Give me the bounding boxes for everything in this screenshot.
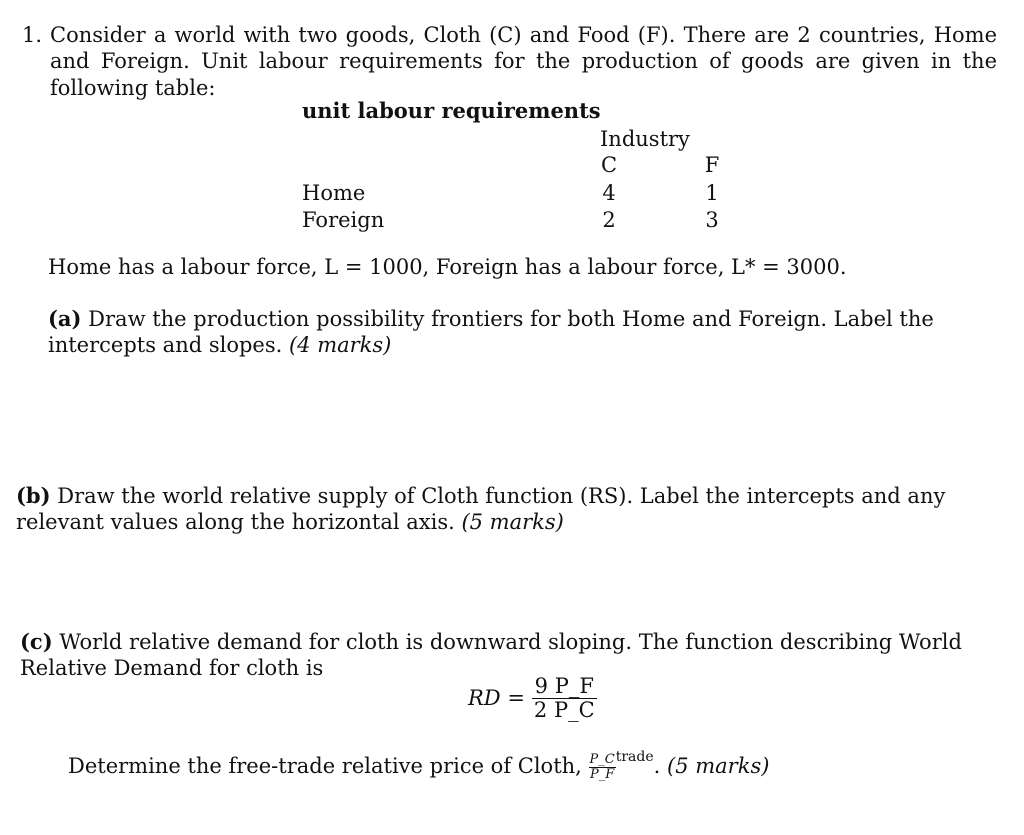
table-title: unit labour requirements [302, 98, 601, 123]
part-a [48, 306, 988, 359]
question-number: 1. [22, 23, 43, 47]
table-cell-home-f: 1 [705, 181, 719, 205]
part-b [16, 483, 1001, 536]
question-1 [22, 22, 997, 101]
labour-force-statement: Home has a labour force, L = 1000, Foreign has a labour force, L* = 3000. [48, 255, 847, 279]
part-b-label: (b) [16, 483, 51, 508]
rd-equation-lhs: RD = [468, 686, 525, 711]
part-c-label: (c) [20, 629, 53, 654]
part-c [20, 629, 995, 682]
table-row-foreign-label: Foreign [302, 208, 385, 232]
rd-equation-denominator: 2 P_C [533, 698, 595, 723]
table-col-f: F [704, 153, 720, 177]
price-ratio-fraction [589, 753, 616, 781]
part-a-marks: (4 marks) [288, 333, 392, 358]
rd-equation [468, 675, 598, 722]
part-c-text: World relative demand for cloth is downward sloping. The function describing World Relative Demand for cloth is [20, 630, 962, 681]
part-c-marks: (5 marks) [667, 754, 770, 778]
price-ratio-numerator: P_C [589, 752, 615, 768]
rd-equation-numerator: 9 P_F [532, 675, 597, 699]
price-ratio-denominator: P_F [589, 767, 615, 782]
table-cell-foreign-c: 2 [602, 208, 616, 232]
table-cell-foreign-f: 3 [705, 208, 719, 232]
price-ratio-superscript: trade [615, 749, 654, 765]
part-c-determine-line: Determine the free-trade relative price of Cloth, $\frac{P\_C}{P\_F}$ $^{trade}$. (5 marks) [68, 749, 770, 782]
part-b-marks: (5 marks) [461, 510, 564, 535]
rd-equation-fraction [531, 675, 598, 722]
question-intro: Consider a world with two goods, Cloth (C) and Food (F). There are 2 countries, Home and Foreign. Unit labour requirements for the production of goods are given in the following table: [50, 23, 997, 100]
table-header-industry: Industry [600, 127, 690, 151]
part-b-text: Draw the world relative supply of Cloth function (RS). Label the intercepts and any relevant values along the horizontal axis. [16, 484, 946, 535]
part-a-label: (a) [48, 306, 82, 331]
table-cell-home-c: 4 [602, 181, 616, 205]
part-c-determine: Determine the free-trade relative price of Cloth, [68, 754, 582, 778]
table-row-home-label: Home [302, 181, 366, 205]
table-col-c: C [600, 153, 618, 177]
part-a-text: Draw the production possibility frontiers for both Home and Foreign. Label the intercepts and slopes. [48, 307, 934, 358]
